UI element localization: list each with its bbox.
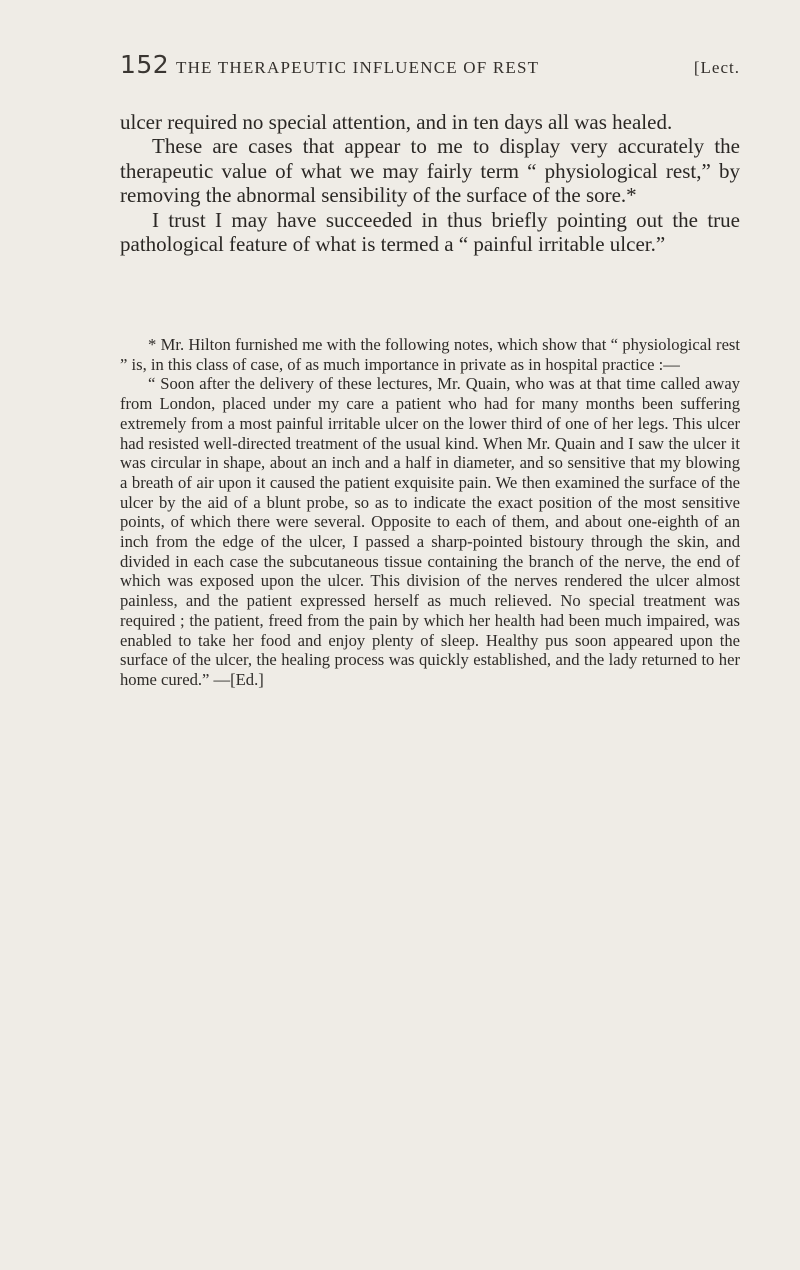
footnote-paragraph: “ Soon after the delivery of these lectures, Mr. Quain, who was at that time called away from London, placed under my care a patient who had for many months been suffering extremely from a most painful irritable ulcer on the lower third of one of her legs. This ulcer had resisted well-directed treatment of the usual kind. When Mr. Quain and I saw the ulcer it was circular in shape, about an inch and a half in diameter, and so sensitive that my blowing a breath of air upon it caused the patient exquisite pain. We then examined the surface of the ulcer by the aid of a blunt probe, so as to indicate the exact position of the most sensitive points, of which there were several. Opposite to each of them, and about one-eighth of an inch from the edge of the ulcer, I passed a sharp-pointed bistoury through the skin, and divided in each case the subcutaneous tissue containing the branch of the nerve, the end of which was exposed upon the ulcer. This division of the nerves rendered the ulcer almost painless, and the patient expressed herself as much relieved. No special treatment was required ; the patient, freed from the pain by which her health had been much impaired, was enabled to take her food and enjoy plenty of sleep. Healthy pus soon appeared upon the surface of the ulcer, the healing process was quickly established, and the lady returned to her home cured.” —[Ed.] <box>120 374 740 689</box>
running-head-title: THE THERAPEUTIC INFLUENCE OF REST <box>176 58 540 77</box>
main-text <box>120 110 740 256</box>
footnote-paragraph: * Mr. Hilton furnished me with the following notes, which show that “ physiological rest ” is, in this class of case, of as much importance in private as in hospital practice :— <box>120 335 740 374</box>
body-paragraph: ulcer required no special attention, and in ten days all was healed. <box>120 110 673 134</box>
page-number: 152 <box>120 50 170 79</box>
running-head <box>120 50 740 90</box>
footnote <box>120 335 740 690</box>
body-paragraph: These are cases that appear to me to display very accurately the therapeutic value of what we may fairly term “ physiological rest,” by removing the abnormal sensibility of the surface of the sore.* <box>120 134 740 208</box>
body-paragraph: I trust I may have succeeded in thus briefly pointing out the true pathological feature of what is termed a “ painful irritable ulcer.” <box>120 207 740 257</box>
running-head-lecture: [Lect. <box>693 58 740 77</box>
